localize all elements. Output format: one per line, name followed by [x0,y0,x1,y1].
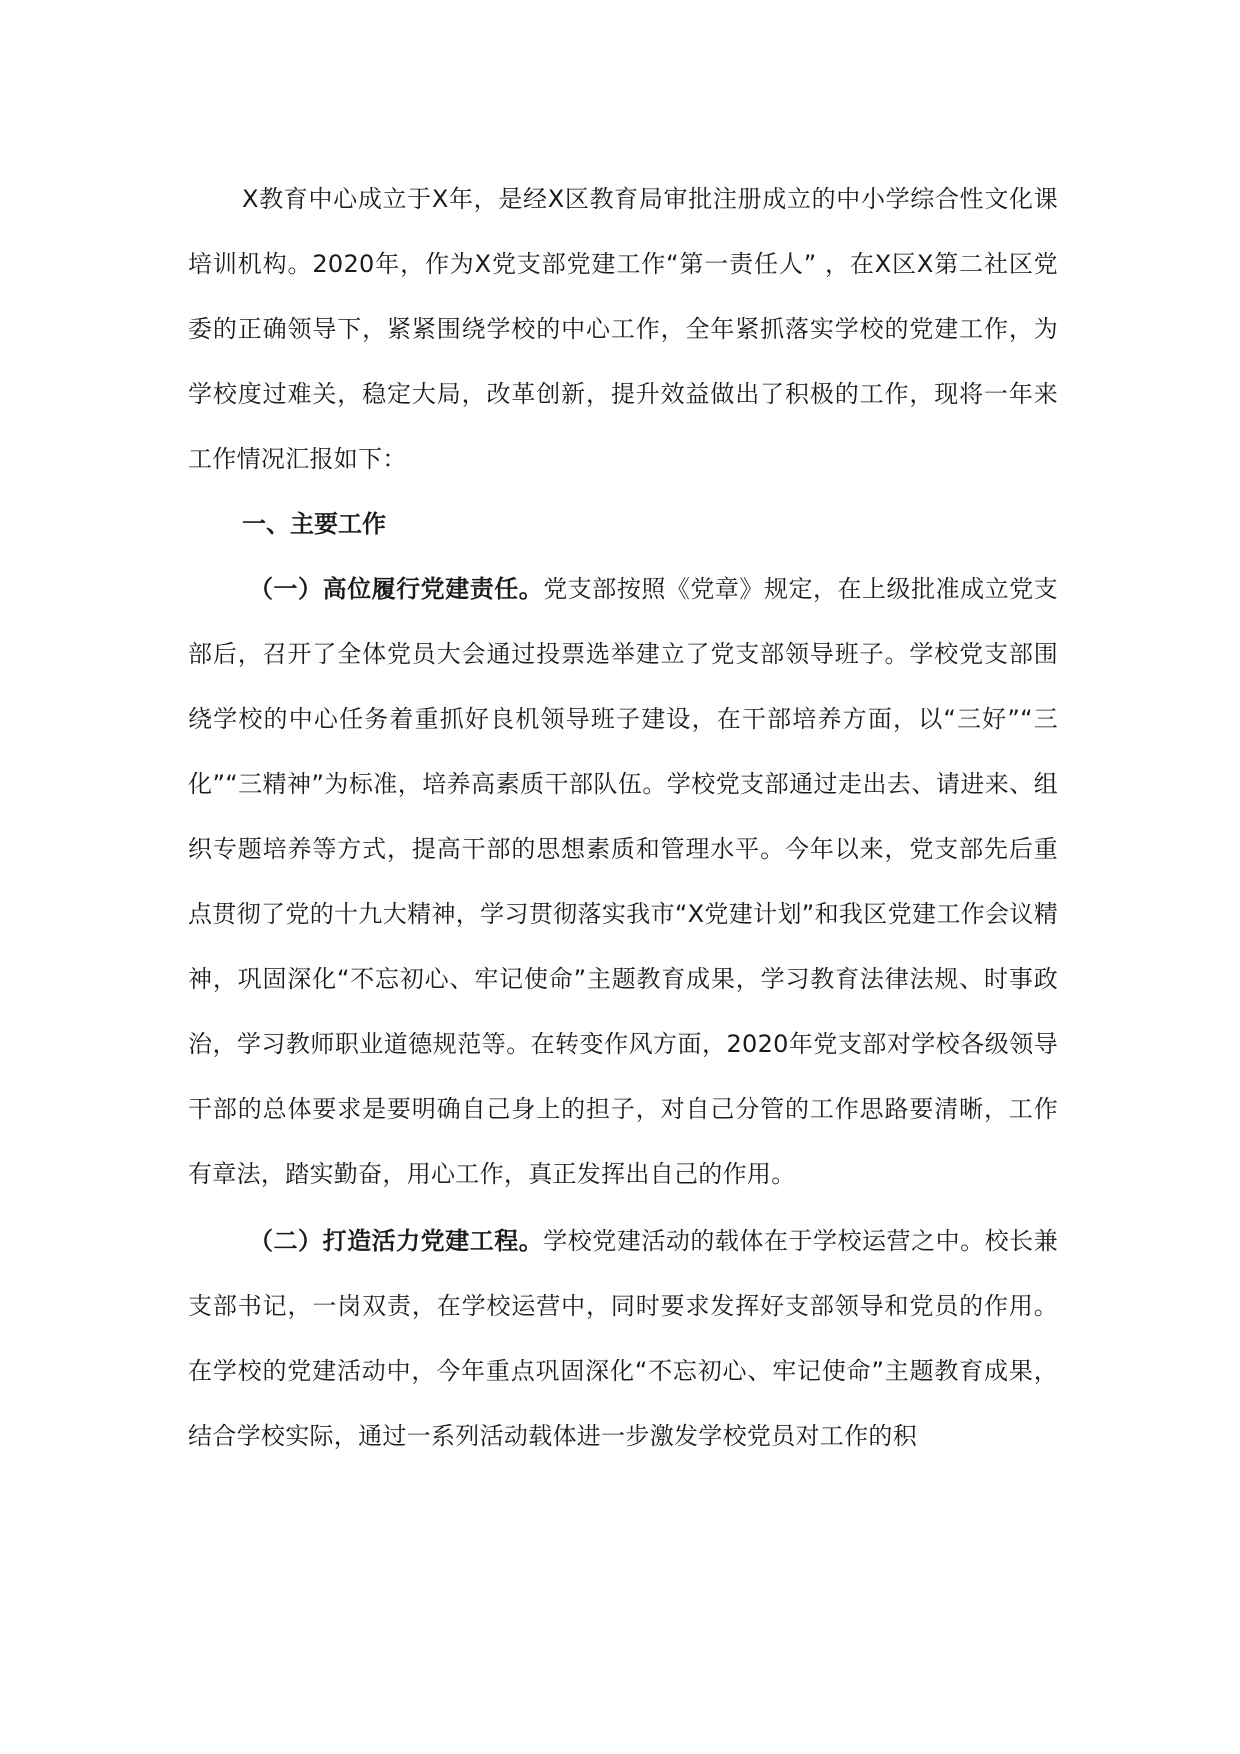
section-heading-main-work: 一、主要工作 [242,510,386,538]
subsection-2-body: 学校党建活动的载体在于学校运营之中。校长兼支部书记，一岗双责，在学校运营中，同时要求发挥好支部领导和党员的作用。在学校的党建活动中，今年重点巩固深化“不忘初心、牢记使命”主题教育成果，结合学校实际，通过一系列活动载体进一步激发学校党员对工作的积 [188,1227,1058,1450]
intro-paragraph: X教育中心成立于X年，是经X区教育局审批注册成立的中小学综合性文化课培训机构。2020年，作为X党支部党建工作“第一责任人” ，在X区X第二社区党委的正确领导下，紧紧围绕学校的中心工作，全年紧抓落实学校的党建工作，为学校度过难关，稳定大局，改革创新，提升效益做出了积极的工作，现将一年来工作情况汇报如下： [188,185,1058,473]
subsection-1-body: 党支部按照《党章》规定，在上级批准成立党支部后，召开了全体党员大会通过投票选举建立了党支部领导班子。学校党支部围绕学校的中心任务着重抓好良机领导班子建设，在干部培养方面，以“三好”“三化”“三精神”为标准，培养高素质干部队伍。学校党支部通过走出去、请进来、组织专题培养等方式，提高干部的思想素质和管理水平。今年以来，党支部先后重点贯彻了党的十九大精神，学习贯彻落实我市“X党建计划”和我区党建工作会议精神，巩固深化“不忘初心、牢记使命”主题教育成果，学习教育法律法规、时事政治，学习教师职业道德规范等。在转变作风方面，2020年党支部对学校各级领导干部的总体要求是要明确自己身上的担子，对自己分管的工作思路要清晰，工作有章法，踏实勤奋，用心工作，真正发挥出自己的作用。 [188,575,1058,1188]
document-body [188,167,1058,1469]
subsection-1-paragraph [188,557,1058,1207]
subsection-2-paragraph [188,1209,1058,1469]
subsection-2-title: （二）打造活力党建工程。 [249,1227,544,1255]
subsection-1-title: （一）高位履行党建责任。 [249,575,544,603]
